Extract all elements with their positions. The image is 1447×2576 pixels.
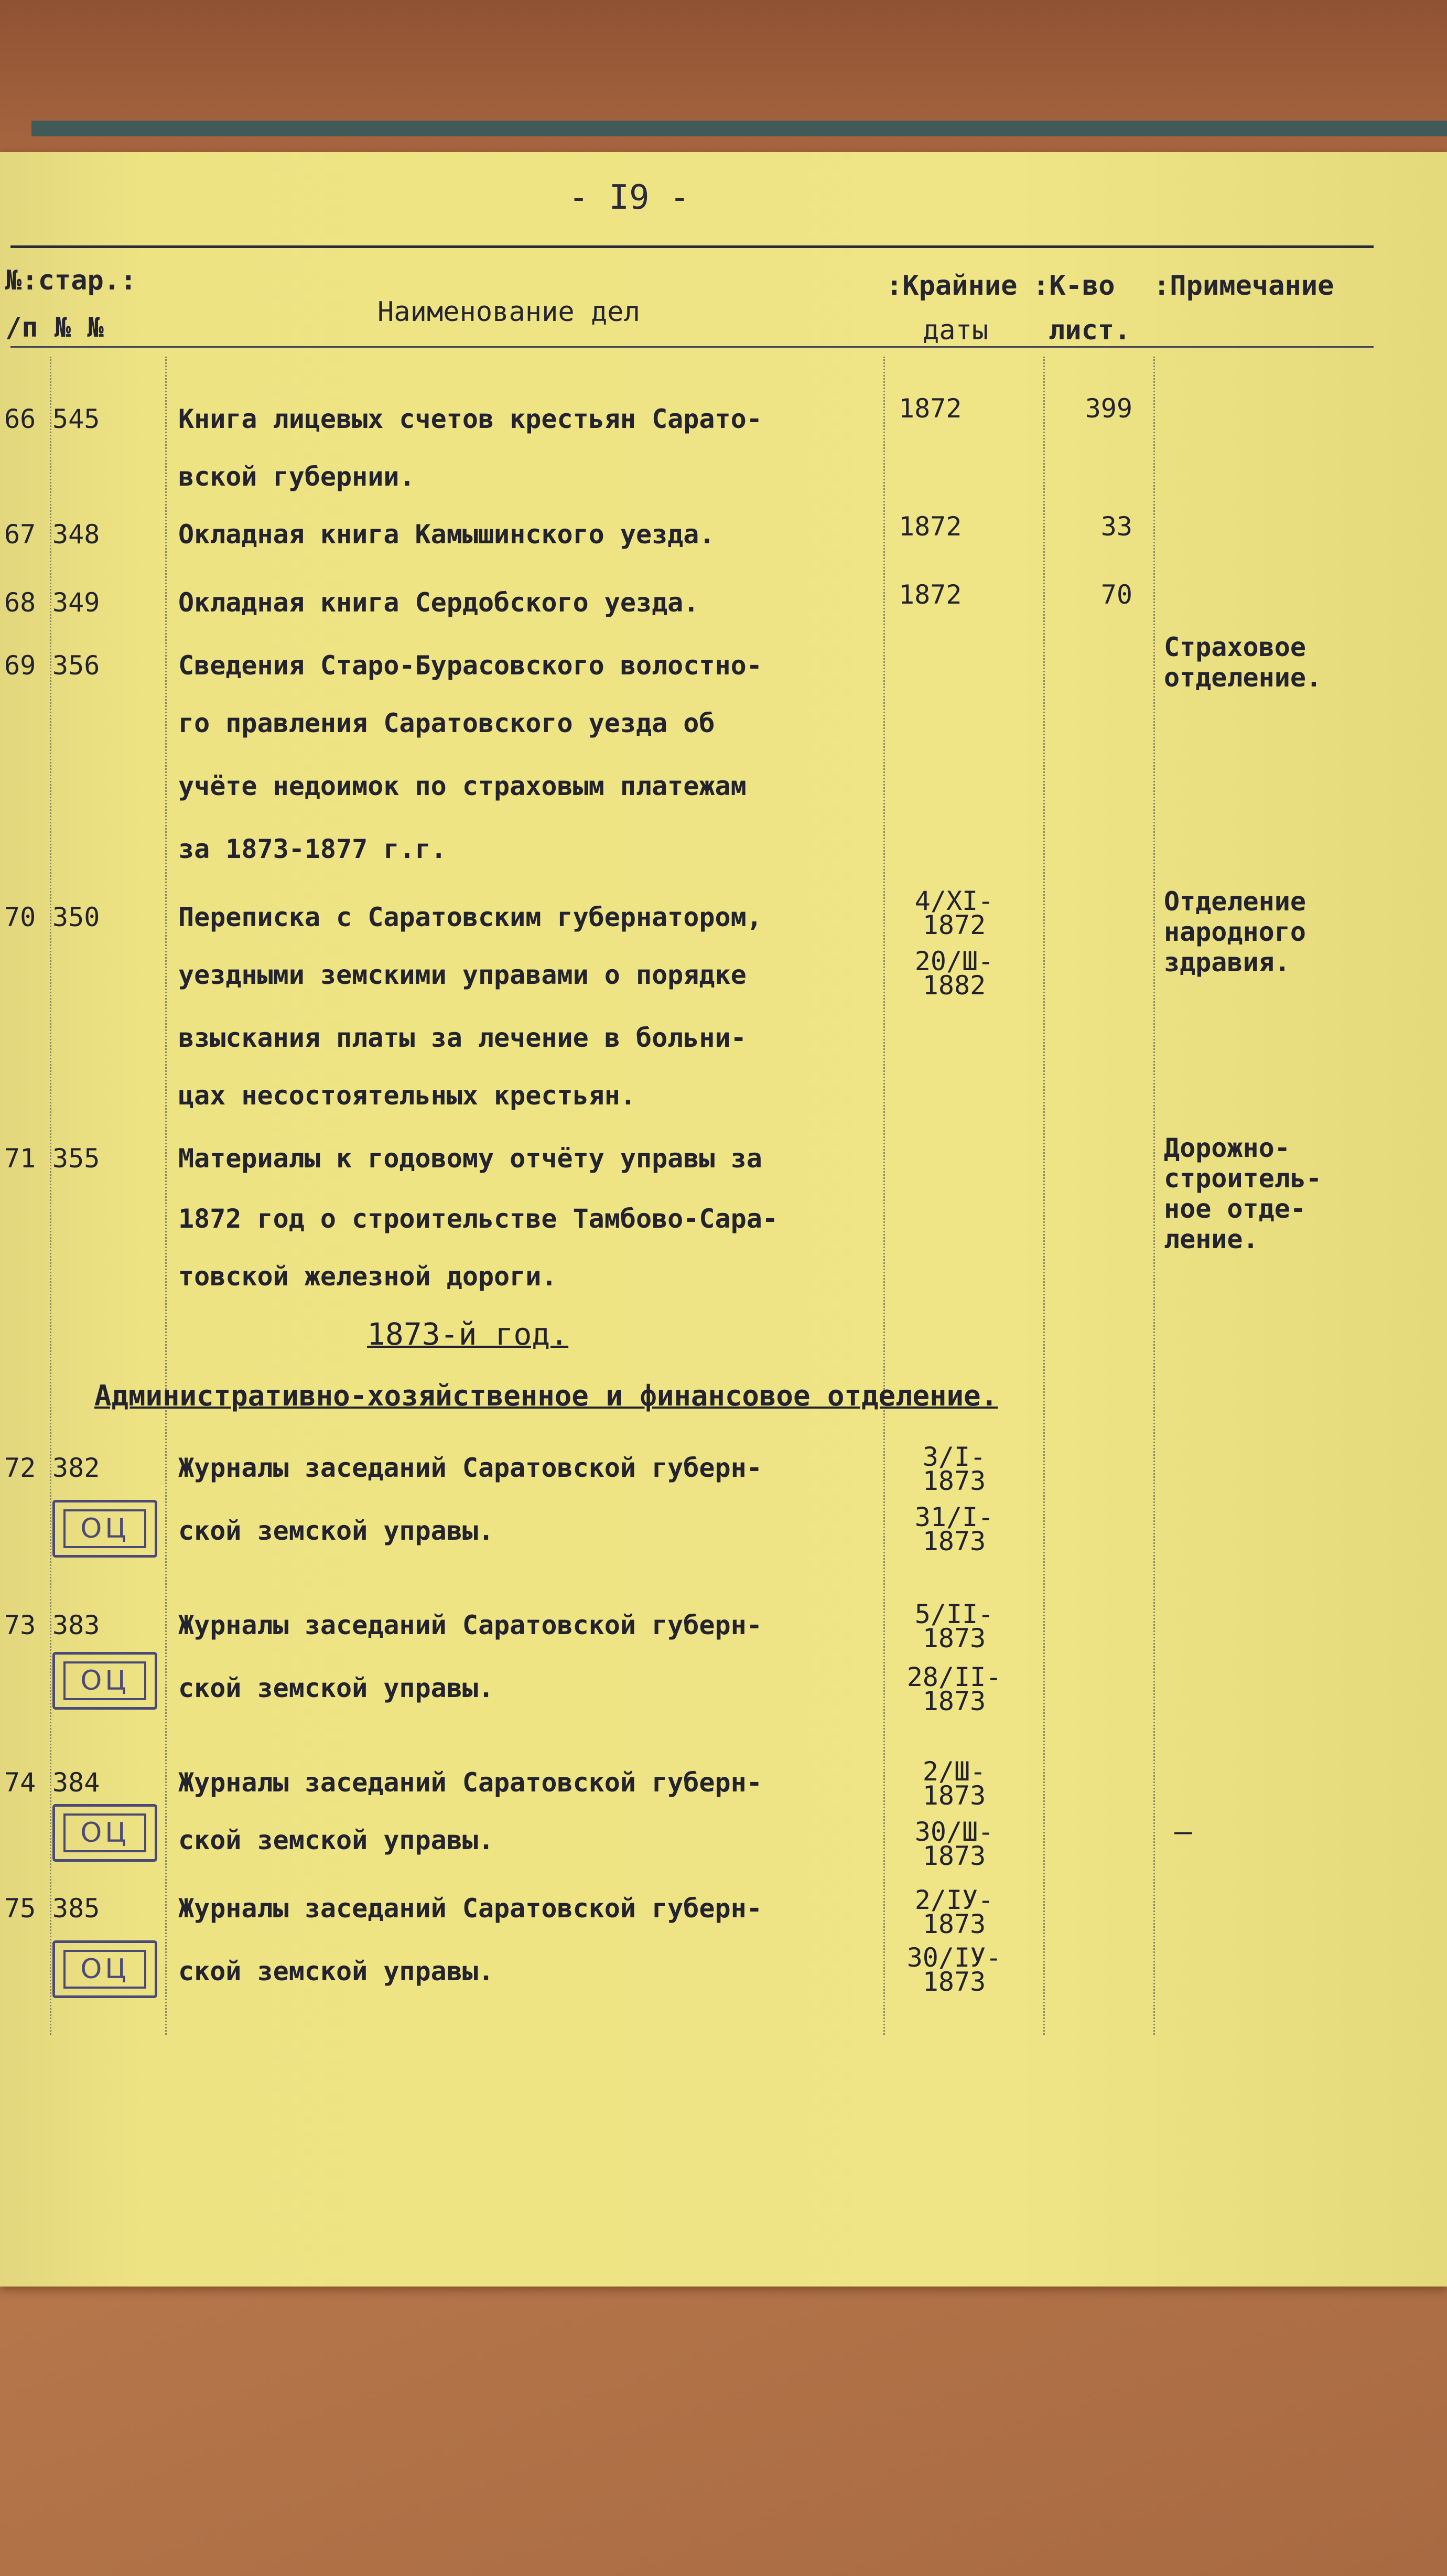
- archive-stamp: [52, 1804, 157, 1862]
- row-number: 73: [4, 1610, 36, 1640]
- item-dates: 1873: [922, 1780, 986, 1811]
- column-divider: [165, 357, 167, 2035]
- item-name: взыскания платы за лечение в больни-: [178, 1023, 747, 1053]
- old-number: 356: [52, 650, 100, 681]
- item-name: 1872 год о строительстве Тамбово-Сара-: [178, 1204, 778, 1234]
- item-name: учёте недоимок по страховым платежам: [178, 771, 747, 801]
- item-dates: 1873: [922, 1909, 986, 1939]
- item-dates: 1873: [922, 1466, 986, 1496]
- header-note-col: :Примечание: [1153, 270, 1334, 302]
- old-number: 350: [52, 902, 100, 932]
- item-name: ской земской управы.: [178, 1825, 494, 1855]
- item-name: Журналы заседаний Саратовской губерн-: [178, 1893, 762, 1924]
- item-name: вской губернии.: [178, 461, 415, 492]
- item-name: ской земской управы.: [178, 1956, 494, 1987]
- item-note: ление.: [1164, 1224, 1259, 1254]
- item-name: Журналы заседаний Саратовской губерн-: [178, 1610, 762, 1640]
- item-name: Сведения Старо-Бурасовского волостно-: [178, 650, 762, 681]
- row-number: 66: [4, 404, 36, 434]
- item-name: Материалы к годовому отчёту управы за: [178, 1143, 762, 1174]
- item-note: Страховое: [1164, 632, 1306, 662]
- row-number: 68: [4, 587, 36, 618]
- old-number: 349: [52, 587, 100, 618]
- old-number: 348: [52, 519, 100, 550]
- old-number: 384: [52, 1767, 100, 1798]
- item-dates: 2/IУ-: [914, 1885, 994, 1915]
- item-name: ской земской управы.: [178, 1516, 494, 1546]
- item-name: Журналы заседаний Саратовской губерн-: [178, 1453, 762, 1483]
- item-name: за 1873-1877 г.г.: [178, 834, 447, 864]
- item-qty: 399: [1085, 393, 1132, 424]
- header-number-col: №:стар.:: [5, 265, 137, 296]
- header-top-rule: [10, 245, 1374, 248]
- item-name: Окладная книга Камышинского уезда.: [178, 519, 715, 550]
- old-number: 383: [52, 1610, 100, 1640]
- item-note: здравия.: [1164, 947, 1290, 978]
- row-number: 72: [4, 1453, 36, 1483]
- header-number-col-2: /п № №: [5, 312, 104, 344]
- item-name: товской железной дороги.: [178, 1261, 557, 1292]
- year-heading: 1873-й год.: [367, 1316, 569, 1352]
- item-name: Переписка с Саратовским губернатором,: [178, 902, 762, 932]
- item-note: строитель-: [1164, 1163, 1322, 1194]
- item-qty: 33: [1100, 511, 1132, 542]
- page-number: - I9 -: [568, 178, 690, 217]
- header-dates-col-2: даты: [923, 315, 989, 346]
- column-divider: [1043, 357, 1045, 2035]
- item-dates: 1873: [922, 1526, 986, 1557]
- item-dates: 1872: [922, 910, 986, 940]
- old-number: 355: [52, 1143, 100, 1174]
- old-number: 545: [52, 404, 100, 434]
- item-dates: 1873: [922, 1686, 986, 1716]
- header-qty-col-2: лист.: [1049, 315, 1131, 346]
- item-dates: 30/IУ-: [906, 1942, 1002, 1973]
- item-name: го правления Саратовского уезда об: [178, 708, 715, 738]
- item-name: цах несостоятельных крестьян.: [178, 1080, 636, 1111]
- stamp-text: ОЦ: [63, 1661, 146, 1700]
- item-dates: 20/Ш-: [914, 946, 994, 976]
- header-qty-col: :К-во: [1033, 270, 1115, 302]
- item-dates: 3/I-: [922, 1442, 986, 1472]
- dash-mark: –: [1174, 1815, 1192, 1849]
- item-dates: 1872: [899, 579, 962, 610]
- column-divider: [1153, 357, 1155, 2035]
- item-dates: 1873: [922, 1623, 986, 1654]
- item-dates: 1872: [899, 393, 962, 424]
- old-number: 385: [52, 1893, 100, 1924]
- header-dates-col: :Крайние: [886, 270, 1018, 302]
- row-number: 71: [4, 1143, 36, 1174]
- item-name: Журналы заседаний Саратовской губерн-: [178, 1767, 762, 1798]
- item-dates: 28/II-: [906, 1662, 1002, 1692]
- row-number: 67: [4, 519, 36, 550]
- item-note: отделение.: [1164, 662, 1322, 693]
- item-dates: 31/I-: [914, 1502, 994, 1532]
- old-number: 382: [52, 1453, 100, 1483]
- item-note: ное отде-: [1164, 1194, 1306, 1224]
- archive-stamp: [52, 1500, 157, 1558]
- archive-stamp: [52, 1652, 157, 1710]
- header-bottom-rule: [10, 346, 1374, 348]
- header-name-col: Наименование дел: [377, 296, 640, 328]
- item-name: Окладная книга Сердобского уезда.: [178, 587, 699, 618]
- item-dates: 1873: [922, 1967, 986, 1997]
- row-number: 70: [4, 902, 36, 932]
- item-name: уездными земскими управами о порядке: [178, 960, 747, 990]
- item-note: Отделение: [1164, 886, 1306, 917]
- item-dates: 4/XI-: [914, 886, 994, 916]
- item-dates: 2/Ш-: [922, 1756, 986, 1787]
- column-divider: [883, 357, 885, 2035]
- item-qty: 70: [1100, 579, 1132, 610]
- department-heading: Административно-хозяйственное и финансовое отделение.: [94, 1379, 998, 1412]
- item-dates: 30/Ш-: [914, 1817, 994, 1847]
- stamp-text: ОЦ: [63, 1813, 146, 1852]
- row-number: 75: [4, 1893, 36, 1924]
- item-dates: 1882: [922, 970, 986, 1001]
- item-name: ской земской управы.: [178, 1673, 494, 1703]
- item-dates: 1873: [922, 1841, 986, 1871]
- archive-stamp: [52, 1940, 157, 1998]
- row-number: 69: [4, 650, 36, 681]
- item-name: Книга лицевых счетов крестьян Сарато-: [178, 404, 762, 434]
- item-dates: 5/II-: [914, 1599, 994, 1629]
- item-note: народного: [1164, 917, 1306, 947]
- stamp-text: ОЦ: [63, 1509, 146, 1548]
- folder-edge: [31, 121, 1447, 136]
- row-number: 74: [4, 1767, 36, 1798]
- column-divider: [50, 357, 51, 2035]
- item-note: Дорожно-: [1164, 1133, 1290, 1163]
- item-dates: 1872: [899, 511, 962, 542]
- stamp-text: ОЦ: [63, 1950, 146, 1989]
